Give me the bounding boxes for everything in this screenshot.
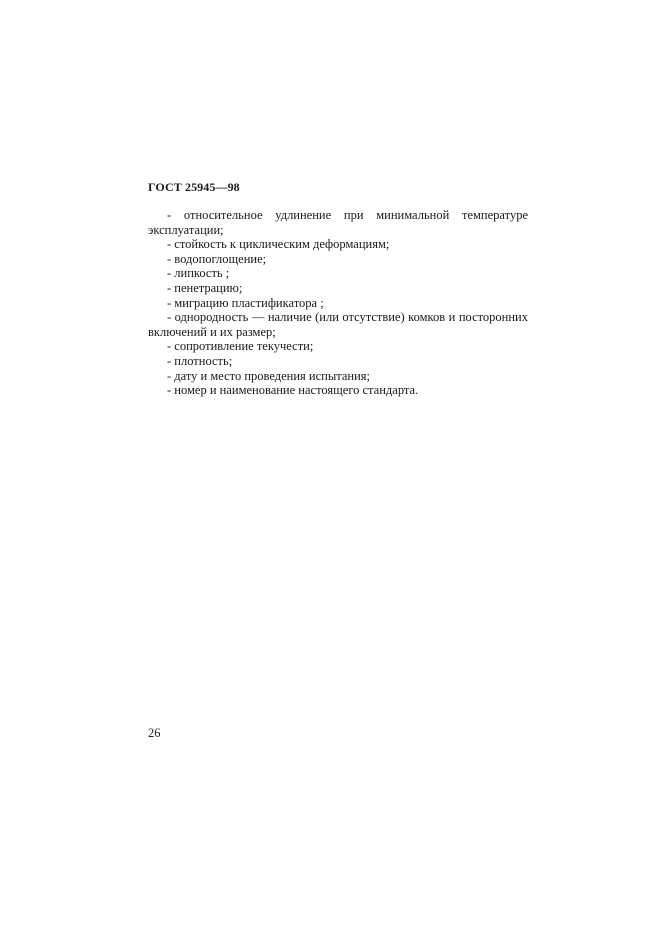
list-item: - стойкость к циклическим деформациям; — [167, 237, 390, 252]
requirements-list — [148, 208, 528, 398]
list-item: - однородность — наличие (или отсутствие) комков и посторонних включений и их размер; — [148, 310, 528, 339]
list-item: - пенетрацию; — [167, 280, 243, 295]
list-item: - плотность; — [167, 353, 233, 368]
list-item: - миграцию пластификатора ; — [167, 295, 324, 310]
list-item: - номер и наименование настоящего стандарта. — [167, 383, 419, 398]
list-item: - липкость ; — [167, 266, 230, 281]
page-number: 26 — [148, 726, 161, 740]
list-item: - водопоглощение; — [167, 251, 267, 266]
document-header: ГОСТ 25945—98 — [148, 180, 240, 194]
list-item: - дату и место проведения испытания; — [167, 368, 371, 383]
list-item: - сопротивление текучести; — [167, 339, 314, 354]
list-item: - относительное удлинение при минимальной температуре эксплуатации; — [148, 208, 528, 237]
